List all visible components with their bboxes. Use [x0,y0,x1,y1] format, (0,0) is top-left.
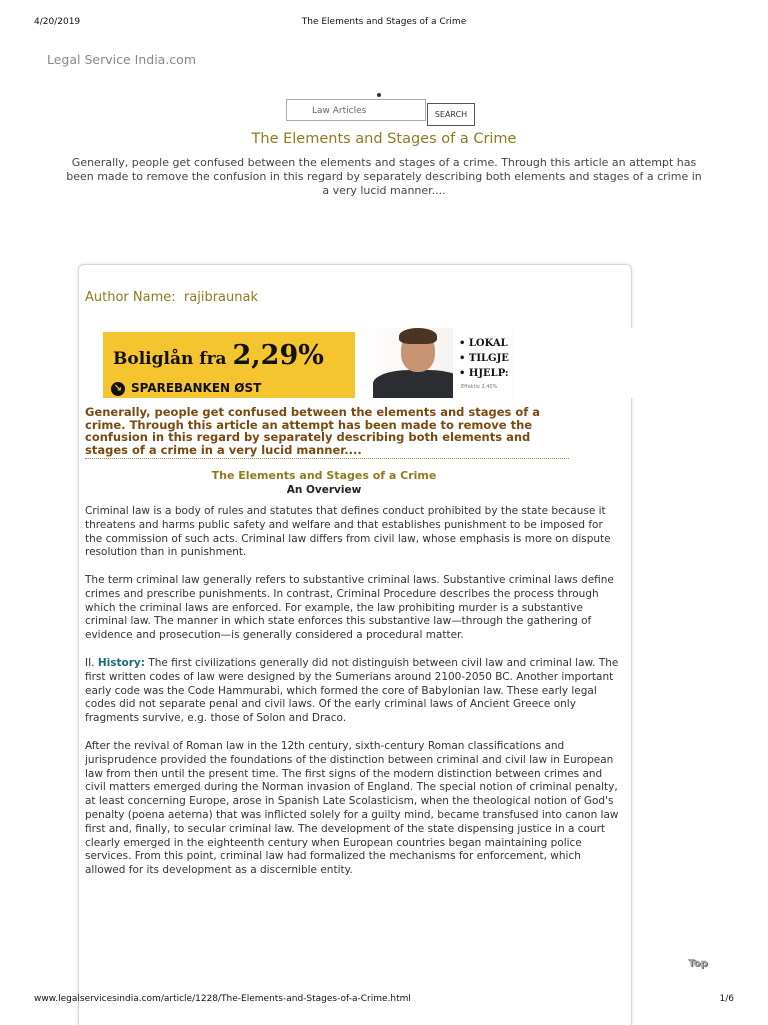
advertisement-banner[interactable] [103,328,667,398]
search-input[interactable]: Law Articles [286,99,426,121]
author-label: Author Name: [85,290,176,305]
bank-logo-icon: ↘ [111,382,125,396]
history-heading: History: [97,657,145,669]
history-text: The first civilizations generally did not distinguish between civil law and criminal law. The first written codes of law were designed by the Sumerians around 2100-2050 BC. Another important early code was the Code Hammurabi, which formed the core of Babylonian law. These early legal codes did not separate penal and civil laws. Of the early criminal laws of Ancient Greece only fragments survive, e.g. those of Solon and Draco. [85,657,619,725]
ad-fine-print: Effektiv 2,40% [461,384,498,390]
ad-rate: 2,29% [232,340,324,371]
page-title: The Elements and Stages of a Crime [251,131,517,147]
print-title: The Elements and Stages of a Crime [301,17,467,27]
article-intro: Generally, people get confused between the elements and stages of a crime. Through this article an attempt has been made to remove the confusion in this regard by separately describing both elements and stages of a crime in a very lucid manner.... [66,156,702,197]
person-body [373,370,465,398]
ad-headline [113,340,324,371]
body-paragraph: Criminal law is a body of rules and statutes that defines conduct prohibited by the state because it threatens and harms public safety and welfare and that establishes punishment to be imposed for the commission of such acts. Criminal law differs from civil law, whose emphasis is more on dispute resolution than in punishment. [85,505,611,559]
ad-bullet: • TILGJE [459,353,509,364]
print-date: 4/20/2019 [34,17,81,27]
search-button[interactable]: SEARCH [427,103,475,126]
page-number: 1/6 [719,994,734,1004]
ad-blank-panel [514,328,667,398]
ad-brand [111,381,261,396]
ad-bullet: • LOKAL [459,338,508,349]
ad-bullets [459,336,509,381]
dotted-divider [85,458,569,459]
bullet-dot [377,93,381,97]
article-summary: Generally, people get confused between the elements and stages of a crime. Through this article an attempt has been made to remove the confusion in this regard by separately describing both elements and stages of a crime in a very lucid manner.... [85,405,541,457]
history-prefix: II. [85,657,95,669]
ad-loan-text: Boliglån fra [113,349,227,369]
body-paragraph: The term criminal law generally refers to substantive criminal laws. Substantive criminal laws define crimes and prescribe punishments. In contrast, Criminal Procedure describes the process through which the criminal laws are enforced. For example, the law prohibiting murder is a substantive criminal law. The manner in which state enforces this substantive law—through the gathering of evidence and prosecution—is generally considered a procedural matter. [85,574,614,642]
section-subtitle: An Overview [286,484,362,496]
person-hair [399,328,437,344]
print-header [0,17,768,31]
author-line [85,290,258,305]
author-name-link[interactable]: rajibraunak [183,290,258,305]
ad-yellow-panel [103,332,363,398]
back-to-top-link[interactable]: Top [688,958,708,969]
site-logo-link[interactable]: Legal Service India.com [47,52,196,67]
history-paragraph [85,657,623,726]
section-title: The Elements and Stages of a Crime [211,469,437,482]
ad-brand-name: SPAREBANKEN ØST [131,381,262,395]
body-paragraph: After the revival of Roman law in the 12th century, sixth-century Roman classifications and jurisprudence provided the foundations of the distinction between criminal and civil law in European law from then until the present time. The first signs of the modern distinction between crimes and civil matters emerged during the Norman invasion of England. The special notion of criminal penalty, at least concerning Europe, arose in Spanish Late Scolasticism, when the theological notion of God's penalty (poena aeterna) that was inflicted solely for a guilty mind, became transfused into canon law first and, finally, to secular criminal law. The development of the state dispensing justice in a court clearly emerged in the eighteenth century when European countries began maintaining police services. From this point, criminal law had formalized the mechanisms for enforcement, which allowed for its development as a discernible entity. [85,740,619,877]
ad-bullet: • HJELP: [459,368,509,379]
print-url: www.legalservicesindia.com/article/1228/The-Elements-and-Stages-of-a-Crime.html [34,994,411,1004]
